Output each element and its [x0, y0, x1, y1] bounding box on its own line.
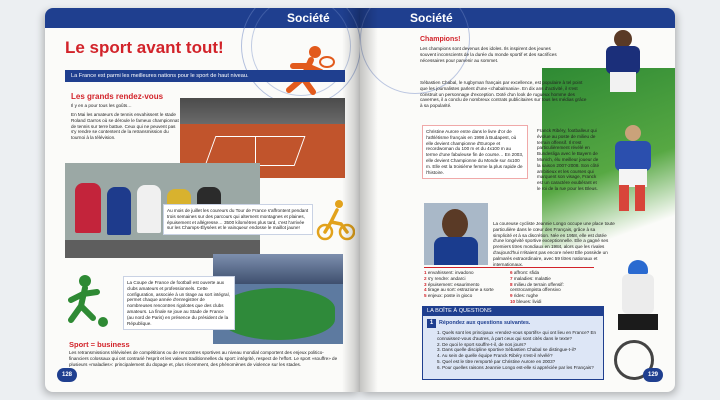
- business-text: Les retransmissions télévisées de compétitions ou de rencontres sportives au niveau mondial comportent des enjeux politico-financiers colossaux qui ont contrarié l'esprit et les valeurs traditionnelles du sport: intégrité, respect de l'effort. Le sport «souffre» de plusieurs «maladies»: principalement du dopage et, plus récemment, des phénomènes de violence sur les stades.: [69, 350, 338, 367]
- vocab-term: affront:: [513, 270, 530, 275]
- vocab-item: [510, 299, 595, 305]
- vocab-item: [510, 282, 595, 294]
- page-number-right: 129: [643, 368, 663, 382]
- vocab-term: milieu de terrain offensif:: [513, 281, 564, 287]
- vocab-definition: lividi: [532, 298, 542, 304]
- vocab-definition: centrocampista offensivo: [510, 287, 561, 293]
- section-title-left: Société: [287, 11, 330, 25]
- question-item: 4. Au sein de quelle équipe Franck Ribéry s'est-il révélé?: [437, 353, 553, 359]
- vocab-number: 2: [424, 275, 428, 281]
- vocab-definition: esaurimento: [454, 281, 480, 287]
- vocab-term: rides:: [513, 293, 527, 299]
- football-pictogram-icon: [67, 274, 111, 330]
- subtitle-band: La France est parmi les meilleures nations pour le sport de haut niveau.: [65, 70, 345, 82]
- question-item: 1. Quels sont les principaux «rendez-vous sportifs» qui ont lieu en France? En connaissez-vous d'autres, à part ceux qui sont cités dans le texte?: [437, 330, 597, 341]
- question-item: 5. Quel est le titre remporté par Christine Aurore en 2003?: [437, 358, 556, 364]
- section-title-right: Société: [410, 11, 453, 25]
- question-item: 3. Dans quelle discipline sportive Sébastien Chabal se distingue-t-il?: [437, 347, 577, 353]
- vocab-number: 1: [424, 270, 428, 275]
- vocab-term: épuisement:: [427, 281, 455, 287]
- page-title: Le sport avant tout!: [65, 38, 224, 57]
- vocab-term: s'y rendre:: [427, 275, 451, 281]
- right-page: [360, 8, 675, 392]
- question-instruction: Répondez aux questions suivantes.: [439, 320, 531, 326]
- tour-de-france-textbox: Au mois de juillet les coureurs du Tour de France s'affrontent pendant trois semaines sur des parcours qui alternent montagnes et plaines, épuisement et allégresse… 3500 kilomètres plus tard, c'est l'arrivée sur les Champs-Élysées et le vainqueur endosse le maillot jaune!: [163, 204, 313, 235]
- vocabulary-column-1: [424, 270, 509, 299]
- vocab-definition: sfida: [529, 270, 540, 275]
- vocab-definition: estrazione a sorte: [457, 287, 494, 293]
- question-box-heading: LA BOÎTE À QUESTIONS: [423, 307, 603, 316]
- longo-photo: [610, 254, 670, 382]
- vocab-number: 3: [424, 281, 428, 287]
- vocab-definition: andarci: [450, 275, 466, 281]
- gutter-shadow-right: [360, 8, 378, 392]
- question-number-badge: 1: [427, 319, 436, 328]
- aurore-textbox: Christine Aurore entre dans le livre d'or de l'athlétisme français en 1998 à Budapest, où elle devient championne d'Europe et recordwoman du 100 m et du 4x100 m au terme d'une fabuleuse fin de course… En 2003, elle devient Championne du Monde sur 4x100 m. Elle est la troisième femme la plus rapide de l'histoire.: [422, 125, 528, 179]
- vocab-term: maladies:: [513, 275, 535, 281]
- vocab-definition: rughe: [526, 293, 539, 299]
- vocab-definition: malattie: [534, 275, 551, 281]
- aurore-photo: [424, 203, 488, 265]
- question-box: [422, 306, 604, 380]
- business-heading: Sport = business: [69, 340, 130, 349]
- textbook-spread: [45, 8, 675, 392]
- longo-textbox: La coureuse cycliste Jeannie Longo occupe une place toute particulière dans le cœur des Français, grâce à sa simplicité et à sa discrétion. Née en 1958, elle est dotée d'une longévité sportive exceptionnelle. Elle a gagné ses premiers titres mondiaux en 1984, alors que les rivales d'aujourd'hui n'étaient pas encore nées! Elle possède un palmarès extraordinaire, avec 59 titres nationaux et internationaux.: [493, 221, 615, 267]
- vocabulary-box: [424, 267, 594, 303]
- grands-intro: Il y en a pour tous les goûts…: [71, 103, 132, 108]
- coupe-de-france-textbox: La Coupe de France de football est ouverte aux clubs amateurs et professionnels. Cette configuration, associée à un tirage au sort intégral, permet chaque année d'enregistrer de nombreuses rencontres rigolotes que des clubs amateurs. La finale se joue au Stade de France (au nord de Paris) en présence du président de la République.: [123, 276, 235, 330]
- vocab-number: 7: [510, 275, 514, 281]
- page-number-left: 128: [57, 368, 77, 382]
- vocab-term: envahissent:: [427, 270, 455, 275]
- vocab-term: tirage au sort:: [427, 287, 458, 293]
- left-page: [45, 8, 360, 392]
- question-item: 2. De quoi le sport souffre-t-il, de nos jours?: [437, 341, 527, 347]
- vocab-number: 5: [424, 293, 428, 299]
- grands-heading: Les grands rendez-vous: [71, 92, 164, 101]
- vocab-definition: poste in gioco: [443, 293, 473, 299]
- chabal-photo: [598, 28, 650, 92]
- ribery-photo: [605, 123, 665, 213]
- vocab-number: 9: [510, 293, 514, 299]
- gutter-shadow-left: [342, 8, 360, 392]
- question-item: 6. Pour quelles raisons Jeannie Longo est-elle si appréciée par les Français?: [437, 364, 594, 370]
- vocab-number: 4: [424, 287, 428, 293]
- vocab-term: enjeux:: [427, 293, 444, 299]
- vocab-number: 6: [510, 270, 514, 275]
- vocabulary-column-2: [510, 270, 595, 305]
- vocab-term: bleues:: [516, 298, 533, 304]
- champions-text: Les champions sont devenus des idoles. Ils inspirent des jeunes souvent inconscients de la durée du monde sportif et des sacrifices nécessaires pour parvenir au sommet.: [420, 46, 557, 63]
- vocab-number: 10: [510, 298, 517, 304]
- question-list: [437, 330, 601, 371]
- chabal-text: Sébastien Chabal, le rugbyman français par excellence, est populaire à tel point que les journalistes parlent d'une «chabalmania». En dix ans d'activité, il s'est construit un personnage d'exception. Doté d'un look de rugueux homme des cavernes, il a conclu de nombreux contrats publicitaires sur tous les médias grâce à sa popularité.: [420, 80, 587, 109]
- vocab-number: 8: [510, 281, 514, 287]
- champions-heading: Champions!: [420, 36, 461, 43]
- vocab-item: [424, 293, 509, 299]
- roland-garros-text: En Mai les amateurs de tennis envahissent le stade Roland Garros où se déroule le fameux championnat de tennis sur terre battue. Ceux qui ne peuvent pas s'y rendre se contentent de la retransmission du tournoi à la télévision.: [71, 112, 179, 141]
- ribery-textbox: Franck Ribéry, footballeur qui évolue au poste de milieu de terrain offensif. Il s'est particulièrement révélé en Bundesliga avec le Bayern de Munich, élu meilleur joueur de la saison 2007-2008. Son côté ambitieux et les courses qui marquent son visage, Franck est un caractère exubérant et le roi de la rue pour les Bleus.: [537, 128, 600, 191]
- vocab-definition: invadono: [454, 270, 474, 275]
